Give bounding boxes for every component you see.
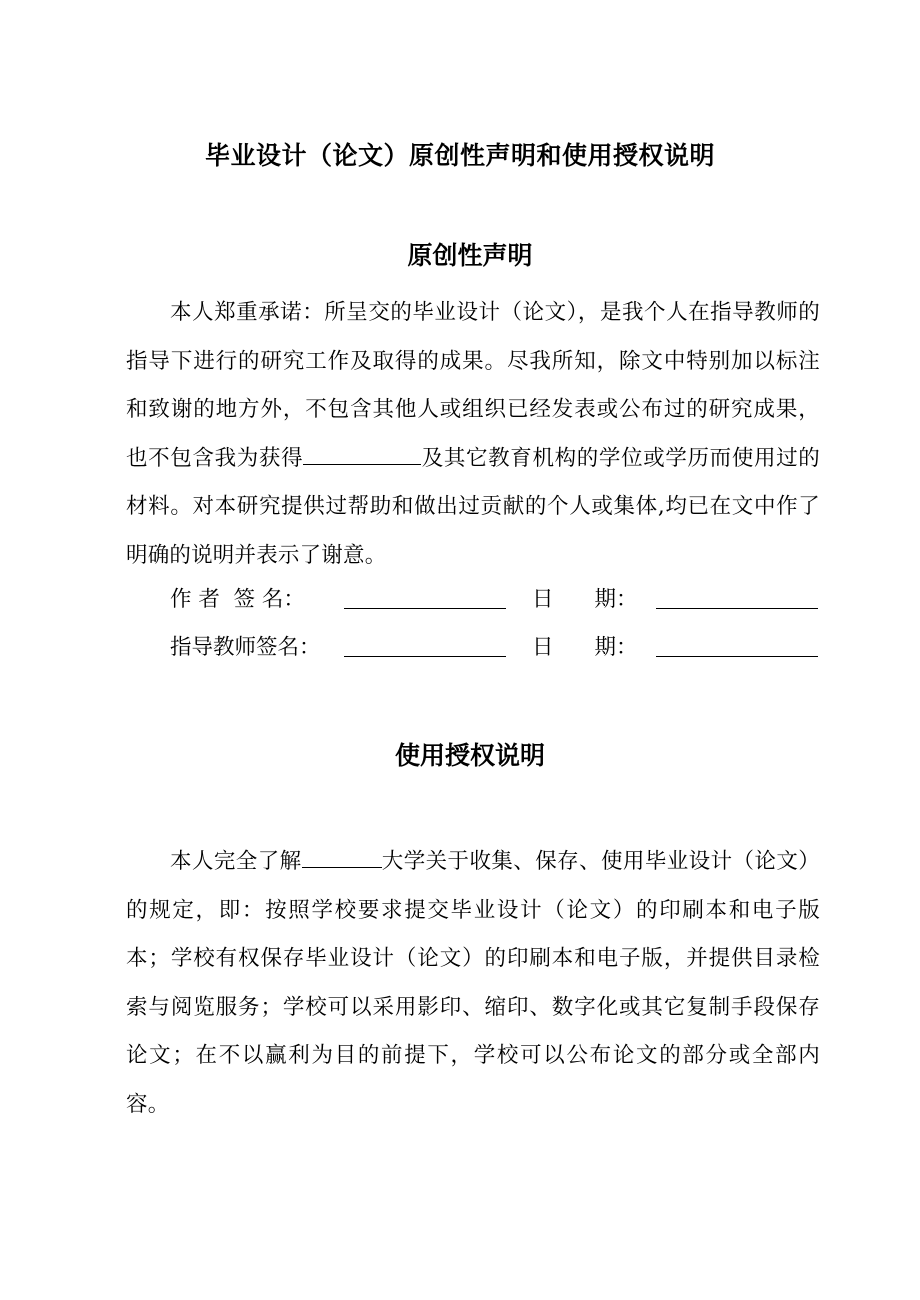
advisor-signature-label: 指导教师签名： [170,635,321,660]
originality-text-part2: 及其它教育机构的学位或学历而使用过的材料。对本研究提供过帮助和做出过贡献的个人或集体,均已在文中作了明确的说明并表示了谢意。 [126,445,820,568]
author-date-label: 日 期： [532,587,638,612]
author-signature-row [170,580,830,620]
advisor-date-label: 日 期： [532,635,638,660]
advisor-signature-row [170,628,830,668]
document-title: 毕业设计（论文）原创性声明和使用授权说明 [204,141,715,170]
originality-heading: 原创性声明 [407,241,533,270]
authorization-text-part2: 大学关于收集、保存、使用毕业设计（论文）的规定，即：按照学校要求提交毕业设计（论文）的印刷本和电子版本；学校有权保存毕业设计（论文）的印刷本和电子版，并提供目录检索与阅览服务；学校可以采用影印、缩印、数字化或其它复制手段保存论文；在不以赢利为目的前提下，学校可以公布论文的部分或全部内容。 [126,849,820,1117]
author-date-line [656,580,818,609]
author-signature-line [344,580,506,609]
originality-paragraph [126,289,820,580]
degree-blank-line [303,440,421,465]
authorization-paragraph [126,838,820,1129]
advisor-date-line [656,628,818,657]
authorization-heading: 使用授权说明 [394,741,545,770]
originality-text-part1: 本人郑重承诺：所呈交的毕业设计（论文），是我个人在指导教师的指导下进行的研究工作及取得的成果。尽我所知，除文中特别加以标注和致谢的地方外，不包含其他人或组织已经发表或公布过的研究成果，也不包含我为获得 [126,300,820,471]
authorization-text-part1: 本人完全了解 [170,849,302,874]
author-signature-label: 作 者 签 名： [170,587,305,612]
advisor-signature-line [344,628,506,657]
university-blank-line [302,843,382,868]
